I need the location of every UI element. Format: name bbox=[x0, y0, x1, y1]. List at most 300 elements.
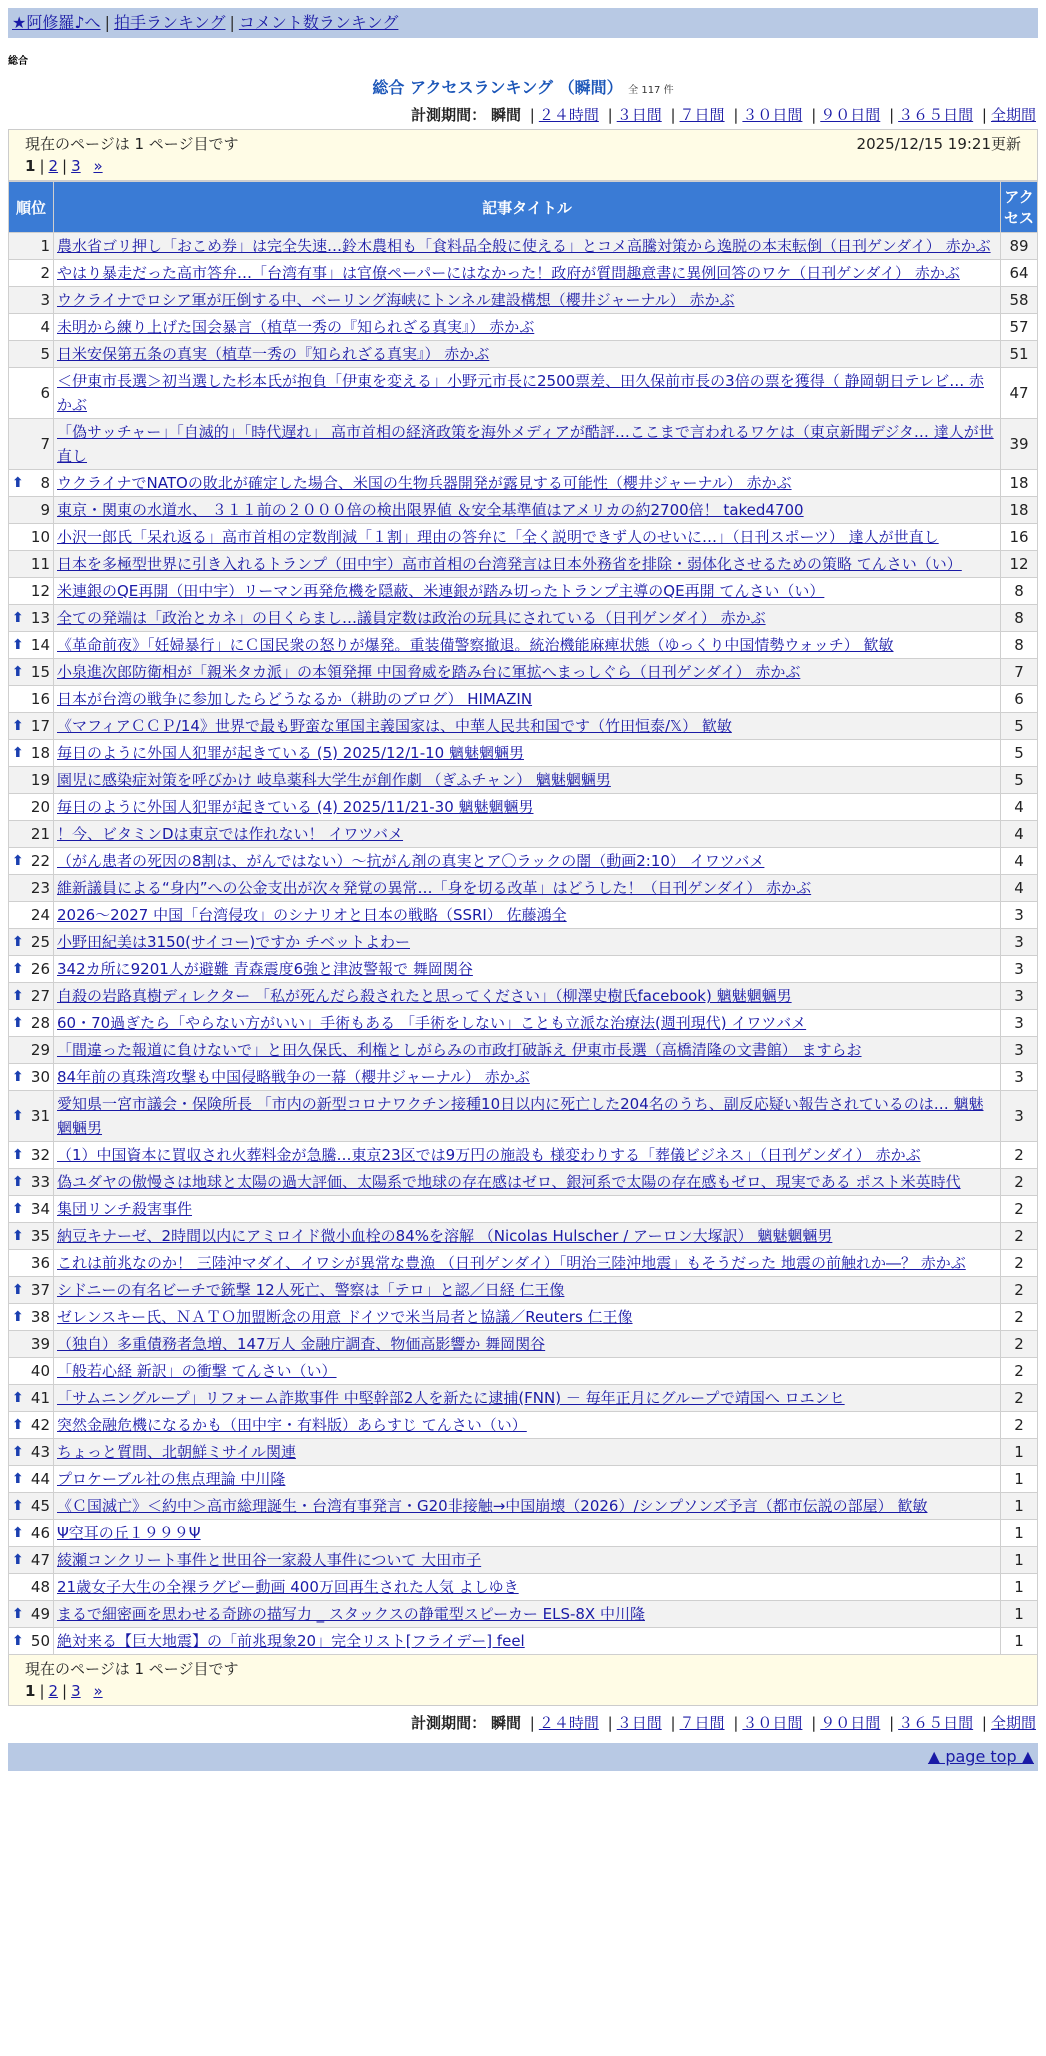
table-row bbox=[9, 1331, 1038, 1358]
title-cell bbox=[54, 1520, 1001, 1547]
rank-cell bbox=[9, 551, 54, 578]
title-cell bbox=[54, 1064, 1001, 1091]
page-title bbox=[8, 75, 1038, 98]
period-option[interactable]: 全期間 bbox=[990, 106, 1036, 124]
rank-cell bbox=[9, 1250, 54, 1277]
rank-up-arrow-icon: ⬆ bbox=[12, 610, 24, 626]
title-cell bbox=[54, 767, 1001, 794]
rank-cell bbox=[9, 1010, 54, 1037]
rank-number: 43 bbox=[30, 1443, 50, 1461]
title-cell bbox=[54, 524, 1001, 551]
title-cell bbox=[54, 1493, 1001, 1520]
access-count: 1 bbox=[1001, 1574, 1038, 1601]
table-row bbox=[9, 929, 1038, 956]
article-link[interactable]: 日本が台湾の戦争に参加したらどうなるか（耕助のブログ） HIMAZIN bbox=[57, 690, 533, 708]
table-row bbox=[9, 1466, 1038, 1493]
access-count: 3 bbox=[1001, 1064, 1038, 1091]
rank-cell bbox=[9, 470, 54, 497]
article-link[interactable]: 園児に感染症対策を呼びかけ 岐阜薬科大学生が創作劇 （ぎふチャン） 魑魅魍魎男 bbox=[57, 771, 611, 789]
table-row bbox=[9, 821, 1038, 848]
article-link[interactable]: やはり暴走だった高市答弁…「台湾有事」は官僚ペーパーにはなかった！政府が質問趣意書に異例回答のワケ（日刊ゲンダイ） 赤かぶ bbox=[57, 264, 960, 282]
table-row bbox=[9, 740, 1038, 767]
rank-up-arrow-icon: ⬆ bbox=[12, 1390, 24, 1406]
rank-cell bbox=[9, 1304, 54, 1331]
table-row bbox=[9, 713, 1038, 740]
title-cell bbox=[54, 1628, 1001, 1655]
article-link[interactable]: 偽ユダヤの傲慢さは地球と太陽の過大評価、太陽系で地球の存在感はゼロ、銀河系で太陽の存在感もゼロ、現実である ポスト米英時代 bbox=[57, 1173, 961, 1191]
rank-number: 42 bbox=[30, 1416, 50, 1434]
clap-ranking-link[interactable]: 拍手ランキング bbox=[113, 13, 226, 32]
table-row bbox=[9, 1574, 1038, 1601]
ranking-body bbox=[9, 233, 1038, 1655]
rank-number: 35 bbox=[30, 1227, 50, 1245]
article-link[interactable]: 《マフィアＣＣＰ/14》世界で最も野蛮な軍国主義国家は、中華人民共和国です（竹田恒泰/𝕏） 歓敏 bbox=[57, 717, 732, 735]
table-row bbox=[9, 578, 1038, 605]
rank-number: 8 bbox=[40, 474, 50, 492]
current-page: 1 bbox=[25, 157, 36, 175]
rank-number: 7 bbox=[40, 435, 50, 453]
rank-up-arrow-icon: ⬆ bbox=[12, 1606, 24, 1622]
article-link[interactable]: 日本を多極型世界に引き入れるトランプ（田中宇）高市首相の台湾発言は日本外務省を排除・弱体化させるための策略 てんさい（い） bbox=[57, 555, 962, 573]
page-link[interactable]: 3 bbox=[71, 157, 81, 175]
period-option[interactable]: ９０日間 bbox=[820, 106, 881, 124]
rank-cell bbox=[9, 659, 54, 686]
table-row bbox=[9, 551, 1038, 578]
period-option[interactable]: ３６５日間 bbox=[898, 106, 974, 124]
article-link[interactable]: 絶対来る【巨大地震】の「前兆現象20」完全リスト[フライデー] feel bbox=[57, 1632, 525, 1650]
rank-cell bbox=[9, 419, 54, 470]
title-cell bbox=[54, 983, 1001, 1010]
rank-cell bbox=[9, 767, 54, 794]
rank-number: 21 bbox=[30, 825, 50, 843]
table-row bbox=[9, 1628, 1038, 1655]
rank-number: 13 bbox=[30, 609, 50, 627]
rank-number: 26 bbox=[30, 960, 50, 978]
title-cell bbox=[54, 1547, 1001, 1574]
rank-cell bbox=[9, 686, 54, 713]
title-cell bbox=[54, 419, 1001, 470]
rank-number: 12 bbox=[30, 582, 50, 600]
table-row bbox=[9, 1439, 1038, 1466]
table-row bbox=[9, 1358, 1038, 1385]
table-row bbox=[9, 632, 1038, 659]
rank-cell bbox=[9, 578, 54, 605]
next-page-link[interactable]: » bbox=[93, 1682, 103, 1700]
article-link[interactable]: 「般若心経 新訳」の衝撃 てんさい（い） bbox=[57, 1362, 337, 1380]
article-link[interactable]: 突然金融危機になるかも（田中宇・有料版）あらすじ てんさい（い） bbox=[57, 1416, 527, 1434]
rank-up-arrow-icon: ⬆ bbox=[12, 1633, 24, 1649]
period-option[interactable]: 全期間 bbox=[990, 1714, 1036, 1732]
table-row bbox=[9, 1412, 1038, 1439]
article-link[interactable]: ウクライナでNATOの敗北が確定した場合、米国の生物兵器開発が露見する可能性（櫻井ジャーナル） 赤かぶ bbox=[57, 474, 792, 492]
title-cell bbox=[54, 578, 1001, 605]
title-cell bbox=[54, 1574, 1001, 1601]
bottom-bar bbox=[8, 1743, 1038, 1771]
rank-number: 40 bbox=[30, 1362, 50, 1380]
article-link[interactable]: 東京・関東の水道水、 ３１１前の２０００倍の検出限界値 ＆安全基準値はアメリカの約2700倍！ taked4700 bbox=[57, 501, 804, 519]
rank-number: 29 bbox=[30, 1041, 50, 1059]
article-link[interactable]: これは前兆なのか！ 三陸沖マダイ、イワシが異常な豊漁 （日刊ゲンダイ）「明治三陸沖地震」もそうだった 地震の前触れか―？ 赤かぶ bbox=[57, 1254, 966, 1272]
access-count: 16 bbox=[1001, 524, 1038, 551]
article-link[interactable]: 小野田紀美は3150(サイコー)ですか チベットよわー bbox=[57, 933, 410, 951]
access-count: 2 bbox=[1001, 1358, 1038, 1385]
rank-cell bbox=[9, 1520, 54, 1547]
period-option[interactable]: ７日間 bbox=[679, 106, 725, 124]
period-option[interactable]: ３０日間 bbox=[742, 1714, 803, 1732]
article-link[interactable]: 維新議員による“身内”への公金支出が次々発覚の異常…「身を切る改革」はどうした！（日刊ゲンダイ） 赤かぶ bbox=[57, 879, 812, 897]
title-cell bbox=[54, 956, 1001, 983]
access-count: 39 bbox=[1001, 419, 1038, 470]
page-link[interactable]: 3 bbox=[71, 1682, 81, 1700]
rank-number: 20 bbox=[30, 798, 50, 816]
article-link[interactable]: ！今、ビタミンDは東京では作れない！ イワツバメ bbox=[57, 825, 404, 843]
title-cell bbox=[54, 848, 1001, 875]
article-link[interactable]: （独自）多重債務者急増、147万人 金融庁調査、物価高影響か 舞岡関谷 bbox=[57, 1335, 546, 1353]
table-row bbox=[9, 419, 1038, 470]
rank-number: 37 bbox=[30, 1281, 50, 1299]
rank-cell bbox=[9, 821, 54, 848]
title-cell bbox=[54, 1412, 1001, 1439]
rank-up-arrow-icon: ⬆ bbox=[12, 988, 24, 1004]
rank-up-arrow-icon: ⬆ bbox=[12, 1108, 24, 1124]
access-count: 12 bbox=[1001, 551, 1038, 578]
title-cell bbox=[54, 740, 1001, 767]
rank-cell bbox=[9, 1277, 54, 1304]
header-title: 記事タイトル bbox=[54, 182, 1001, 233]
article-link[interactable]: （1）中国資本に買収され火葬料金が急騰…東京23区では9万円の施設も 様変わりする「葬儀ビジネス」（日刊ゲンダイ） 赤かぶ bbox=[57, 1146, 921, 1164]
table-row bbox=[9, 659, 1038, 686]
article-link[interactable]: 全ての発端は「政治とカネ」の目くらまし…議員定数は政治の玩具にされている（日刊ゲンダイ） 赤かぶ bbox=[57, 609, 766, 627]
table-row bbox=[9, 1091, 1038, 1142]
period-option[interactable]: ３０日間 bbox=[742, 106, 803, 124]
table-row bbox=[9, 1304, 1038, 1331]
rank-number: 30 bbox=[30, 1068, 50, 1086]
rank-up-arrow-icon: ⬆ bbox=[12, 1417, 24, 1433]
rank-number: 36 bbox=[30, 1254, 50, 1272]
article-link[interactable]: 日米安保第五条の真実（植草一秀の『知られざる真実』） 赤かぶ bbox=[57, 345, 490, 363]
rank-number: 24 bbox=[30, 906, 50, 924]
rank-up-arrow-icon: ⬆ bbox=[12, 1444, 24, 1460]
comment-ranking-link[interactable]: コメント数ランキング bbox=[238, 13, 399, 32]
article-link[interactable]: ゼレンスキー氏、ＮＡＴＯ加盟断念の用意 ドイツで米当局者と協議／Reuters 仁王像 bbox=[57, 1308, 633, 1326]
access-count: 2 bbox=[1001, 1223, 1038, 1250]
table-row bbox=[9, 1223, 1038, 1250]
article-link[interactable]: （がん患者の死因の8割は、がんではない）～抗がん剤の真実とア〇ラックの闇（動画2:10） イワツバメ bbox=[57, 852, 765, 870]
title-cell bbox=[54, 1385, 1001, 1412]
total-count: 全 117 件 bbox=[628, 85, 674, 96]
access-count: 2 bbox=[1001, 1385, 1038, 1412]
header-access: アクセス bbox=[1001, 182, 1038, 233]
rank-up-arrow-icon: ⬆ bbox=[12, 1015, 24, 1031]
access-count: 2 bbox=[1001, 1331, 1038, 1358]
rank-up-arrow-icon: ⬆ bbox=[12, 664, 24, 680]
table-row bbox=[9, 875, 1038, 902]
title-cell bbox=[54, 1466, 1001, 1493]
access-count: 5 bbox=[1001, 713, 1038, 740]
table-row bbox=[9, 1169, 1038, 1196]
rank-number: 50 bbox=[30, 1632, 50, 1650]
rank-number: 44 bbox=[30, 1470, 50, 1488]
access-count: 1 bbox=[1001, 1439, 1038, 1466]
rank-number: 18 bbox=[30, 744, 50, 762]
period-current: 瞬間 bbox=[490, 1714, 521, 1732]
rank-cell bbox=[9, 740, 54, 767]
access-count: 4 bbox=[1001, 821, 1038, 848]
table-row bbox=[9, 1493, 1038, 1520]
title-cell bbox=[54, 713, 1001, 740]
rank-up-arrow-icon: ⬆ bbox=[12, 1201, 24, 1217]
access-count: 2 bbox=[1001, 1196, 1038, 1223]
access-count: 1 bbox=[1001, 1493, 1038, 1520]
rank-cell bbox=[9, 314, 54, 341]
access-count: 3 bbox=[1001, 1037, 1038, 1064]
article-link[interactable]: 米連銀のQE再開（田中宇）リーマン再発危機を隠蔽、米連銀が踏み切ったトランプ主導のQE再開 てんさい（い） bbox=[57, 582, 825, 600]
rank-number: 6 bbox=[40, 384, 50, 402]
rank-cell bbox=[9, 287, 54, 314]
rank-up-arrow-icon: ⬆ bbox=[12, 745, 24, 761]
access-count: 47 bbox=[1001, 368, 1038, 419]
table-row bbox=[9, 341, 1038, 368]
article-link[interactable]: 「間違った報道に負けないで」と田久保氏、利権としがらみの市政打破訴え 伊東市長選（高橋清隆の文書館） ますらお bbox=[57, 1041, 862, 1059]
rank-up-arrow-icon: ⬆ bbox=[12, 1498, 24, 1514]
period-option[interactable]: ９０日間 bbox=[820, 1714, 881, 1732]
title-cell bbox=[54, 659, 1001, 686]
table-row bbox=[9, 605, 1038, 632]
title-cell bbox=[54, 875, 1001, 902]
ranking-table bbox=[8, 181, 1038, 1655]
title-cell bbox=[54, 632, 1001, 659]
page-top-link[interactable]: ▲ page top ▲ bbox=[927, 1747, 1034, 1766]
rank-up-arrow-icon: ⬆ bbox=[12, 637, 24, 653]
table-row bbox=[9, 470, 1038, 497]
title-cell bbox=[54, 1223, 1001, 1250]
access-count: 1 bbox=[1001, 1520, 1038, 1547]
table-row bbox=[9, 767, 1038, 794]
title-cell bbox=[54, 1010, 1001, 1037]
updated-time: 2025/12/15 19:21更新 bbox=[856, 135, 1021, 153]
page-status: 現在のページは 1 ページ目です bbox=[25, 1660, 239, 1678]
article-link[interactable]: 自殺の岩路真樹ディレクター 「私が死んだら殺されたと思ってください」（柳澤史樹氏facebook) 魑魅魍魎男 bbox=[57, 987, 792, 1005]
access-count: 1 bbox=[1001, 1628, 1038, 1655]
title-cell bbox=[54, 929, 1001, 956]
table-row bbox=[9, 1277, 1038, 1304]
table-row bbox=[9, 497, 1038, 524]
period-option[interactable]: ３６５日間 bbox=[898, 1714, 974, 1732]
period-option[interactable]: ２４時間 bbox=[538, 106, 599, 124]
table-row bbox=[9, 1064, 1038, 1091]
rank-cell bbox=[9, 983, 54, 1010]
title-cell bbox=[54, 605, 1001, 632]
access-count: 1 bbox=[1001, 1466, 1038, 1493]
rank-cell bbox=[9, 848, 54, 875]
article-link[interactable]: 342カ所に9201人が避難 青森震度6強と津波警報で 舞岡関谷 bbox=[57, 960, 473, 978]
rank-number: 47 bbox=[30, 1551, 50, 1569]
access-count: 18 bbox=[1001, 470, 1038, 497]
rank-cell bbox=[9, 875, 54, 902]
table-row bbox=[9, 794, 1038, 821]
title-cell bbox=[54, 1250, 1001, 1277]
rank-cell bbox=[9, 1331, 54, 1358]
rank-cell bbox=[9, 902, 54, 929]
table-row bbox=[9, 1037, 1038, 1064]
article-link[interactable]: 小泉進次郎防衛相が「親米タカ派」の本領発揮 中国脅威を踏み台に軍拡へまっしぐら（日刊ゲンダイ） 赤かぶ bbox=[57, 663, 801, 681]
title-cell bbox=[54, 1601, 1001, 1628]
title-cell bbox=[54, 686, 1001, 713]
rank-number: 10 bbox=[30, 528, 50, 546]
table-row bbox=[9, 368, 1038, 419]
rank-number: 31 bbox=[30, 1107, 50, 1125]
table-row bbox=[9, 524, 1038, 551]
article-link[interactable]: 綾瀬コンクリート事件と世田谷一家殺人事件について 大田市子 bbox=[57, 1551, 482, 1569]
period-option[interactable]: ２４時間 bbox=[538, 1714, 599, 1732]
article-link[interactable]: 21歳女子大生の全裸ラグビー動画 400万回再生された人気 よしゆき bbox=[57, 1578, 519, 1596]
pager-bottom: 現在のページは 1 ページ目です 1 | 2 | 3 » bbox=[8, 1655, 1038, 1706]
rank-up-arrow-icon: ⬆ bbox=[12, 1525, 24, 1541]
page-link[interactable]: 2 bbox=[48, 1682, 59, 1700]
article-link[interactable]: 《Ｃ国滅亡》＜約中＞高市総理誕生・台湾有事発言・G20非接触→中国崩壊（2026）/シンプソンズ予言（都市伝説の部屋） 歓敏 bbox=[57, 1497, 928, 1515]
article-link[interactable]: 納豆キナーゼ、2時間以内にアミロイド微小血栓の84%を溶解 （Nicolas Hulscher / アーロン大塚訳） 魑魅魍魎男 bbox=[57, 1227, 833, 1245]
rank-cell bbox=[9, 1466, 54, 1493]
access-count: 64 bbox=[1001, 260, 1038, 287]
access-count: 3 bbox=[1001, 1010, 1038, 1037]
title-cell bbox=[54, 1277, 1001, 1304]
rank-up-arrow-icon: ⬆ bbox=[12, 1174, 24, 1190]
rank-cell bbox=[9, 341, 54, 368]
article-link[interactable]: 84年前の真珠湾攻撃も中国侵略戦争の一幕（櫻井ジャーナル） 赤かぶ bbox=[57, 1068, 530, 1086]
rank-number: 34 bbox=[30, 1200, 50, 1218]
article-link[interactable]: 「偽サッチャー」「自滅的」「時代遅れ」 高市首相の経済政策を海外メディアが酷評…ここまで言われるワケは（東京新聞デジタ… 達人が世直し bbox=[57, 423, 994, 465]
rank-number: 15 bbox=[30, 663, 50, 681]
next-page-link[interactable]: » bbox=[93, 157, 103, 175]
access-count: 2 bbox=[1001, 1250, 1038, 1277]
access-count: 3 bbox=[1001, 983, 1038, 1010]
title-cell bbox=[54, 341, 1001, 368]
article-link[interactable]: プロケーブル社の焦点理論 中川隆 bbox=[57, 1470, 286, 1488]
table-row bbox=[9, 287, 1038, 314]
article-link[interactable]: Ψ空耳の丘１９９９Ψ bbox=[57, 1524, 201, 1542]
rank-number: 39 bbox=[30, 1335, 50, 1353]
access-count: 4 bbox=[1001, 794, 1038, 821]
article-link[interactable]: ウクライナでロシア軍が圧倒する中、ベーリング海峡にトンネル建設構想（櫻井ジャーナル） 赤かぶ bbox=[57, 291, 735, 309]
rank-cell bbox=[9, 497, 54, 524]
rank-up-arrow-icon: ⬆ bbox=[12, 718, 24, 734]
rank-cell bbox=[9, 1385, 54, 1412]
title-cell bbox=[54, 287, 1001, 314]
rank-number: 3 bbox=[40, 291, 50, 309]
access-count: 57 bbox=[1001, 314, 1038, 341]
article-link[interactable]: 2026～2027 中国「台湾侵攻」のシナリオと日本の戦略（SSRI） 佐藤鴻全 bbox=[57, 906, 567, 924]
rank-cell bbox=[9, 956, 54, 983]
article-link[interactable]: ちょっと質問、北朝鮮ミサイル関連 bbox=[57, 1443, 296, 1461]
rank-number: 2 bbox=[40, 264, 50, 282]
access-count: 2 bbox=[1001, 1304, 1038, 1331]
rank-cell bbox=[9, 1064, 54, 1091]
title-cell bbox=[54, 1439, 1001, 1466]
article-link[interactable]: 60・70過ぎたら「やらない方がいい」手術もある 「手術をしない」ことも立派な治療法(週刊現代) イワツバメ bbox=[57, 1014, 807, 1032]
article-link[interactable]: まるで細密画を思わせる奇跡の描写力 _ スタックスの静電型スピーカー ELS-8X 中川隆 bbox=[57, 1605, 645, 1623]
article-link[interactable]: 毎日のように外国人犯罪が起きている (5) 2025/12/1-10 魑魅魍魎男 bbox=[57, 744, 524, 762]
rank-cell bbox=[9, 1358, 54, 1385]
table-row bbox=[9, 686, 1038, 713]
period-option[interactable]: ７日間 bbox=[679, 1714, 725, 1732]
rank-cell bbox=[9, 1223, 54, 1250]
period-selector-bottom: 計測期間： 瞬間 | ２４時間 | ３日間 | ７日間 | ３０日間 | ９０日間 | ３６５日間 | 全期間 bbox=[411, 1714, 1036, 1732]
title-cell bbox=[54, 794, 1001, 821]
table-row bbox=[9, 1250, 1038, 1277]
rank-cell bbox=[9, 713, 54, 740]
access-count: 51 bbox=[1001, 341, 1038, 368]
article-link[interactable]: 農水省ゴリ押し「おこめ券」は完全失速…鈴木農相も「食料品全般に使える」とコメ高騰対策から逸脱の本末転倒（日刊ゲンダイ） 赤かぶ bbox=[57, 237, 991, 255]
article-link[interactable]: 小沢一郎氏「呆れ返る」高市首相の定数削減「１割」理由の答弁に「全く説明できず人のせいに…」（日刊スポーツ） 達人が世直し bbox=[57, 528, 939, 546]
rank-cell bbox=[9, 524, 54, 551]
rank-number: 27 bbox=[30, 987, 50, 1005]
rank-cell bbox=[9, 1439, 54, 1466]
article-link[interactable]: 集団リンチ殺害事件 bbox=[57, 1200, 193, 1218]
table-row bbox=[9, 848, 1038, 875]
rank-up-arrow-icon: ⬆ bbox=[12, 853, 24, 869]
pager-top: 現在のページは 1 ページ目です 2025/12/15 19:21更新 1 | 2 | 3 » bbox=[8, 129, 1038, 181]
title-cell bbox=[54, 551, 1001, 578]
access-count: 2 bbox=[1001, 1169, 1038, 1196]
period-label: 計測期間： bbox=[411, 1714, 487, 1732]
rank-number: 9 bbox=[40, 501, 50, 519]
article-link[interactable]: 未明から練り上げた国会暴言（植草一秀の『知られざる真実』） 赤かぶ bbox=[57, 318, 535, 336]
access-count: 3 bbox=[1001, 956, 1038, 983]
table-row bbox=[9, 314, 1038, 341]
title-cell bbox=[54, 821, 1001, 848]
table-row bbox=[9, 1196, 1038, 1223]
rank-number: 1 bbox=[40, 237, 50, 255]
table-row bbox=[9, 956, 1038, 983]
rank-cell bbox=[9, 1574, 54, 1601]
table-row bbox=[9, 1547, 1038, 1574]
article-link[interactable]: シドニーの有名ビーチで銃撃 12人死亡、警察は「テロ」と認／日経 仁王像 bbox=[57, 1281, 565, 1299]
access-count: 7 bbox=[1001, 659, 1038, 686]
period-option[interactable]: ３日間 bbox=[616, 1714, 662, 1732]
table-header-row bbox=[9, 182, 1038, 233]
page-link[interactable]: 2 bbox=[48, 157, 59, 175]
access-count: 8 bbox=[1001, 578, 1038, 605]
article-link[interactable]: 毎日のように外国人犯罪が起きている (4) 2025/11/21-30 魑魅魍魎男 bbox=[57, 798, 534, 816]
rank-number: 45 bbox=[30, 1497, 50, 1515]
title-cell bbox=[54, 233, 1001, 260]
article-link[interactable]: 《革命前夜》「妊婦暴行」にＣ国民衆の怒りが爆発。重装備警察撤退。統治機能麻痺状態（ゆっくり中国情勢ウォッチ） 歓敏 bbox=[57, 636, 894, 654]
rank-number: 16 bbox=[30, 690, 50, 708]
title-cell bbox=[54, 1169, 1001, 1196]
article-link[interactable]: 愛知県一宮市議会・保険所長 「市内の新型コロナワクチン接種10日以内に死亡した204名のうち、副反応疑い報告されているのは… 魑魅魍魎男 bbox=[57, 1095, 984, 1137]
rank-up-arrow-icon: ⬆ bbox=[12, 1309, 24, 1325]
category-label: 総合 bbox=[8, 56, 28, 67]
rank-cell bbox=[9, 1493, 54, 1520]
access-count: 3 bbox=[1001, 1091, 1038, 1142]
title-cell bbox=[54, 1091, 1001, 1142]
home-link[interactable]: ★阿修羅♪へ bbox=[12, 13, 101, 32]
page-title-text: 総合 アクセスランキング （瞬間） bbox=[372, 78, 623, 97]
period-option[interactable]: ３日間 bbox=[616, 106, 662, 124]
article-link[interactable]: 「サムニングループ」リフォーム詐欺事件 中堅幹部2人を新たに逮捕(FNN) － 毎年正月にグループで靖国へ ロエンヒ bbox=[57, 1389, 845, 1407]
access-count: 58 bbox=[1001, 287, 1038, 314]
rank-cell bbox=[9, 233, 54, 260]
rank-cell bbox=[9, 368, 54, 419]
rank-up-arrow-icon: ⬆ bbox=[12, 934, 24, 950]
rank-number: 23 bbox=[30, 879, 50, 897]
article-link[interactable]: ＜伊東市長選＞初当選した杉本氏が抱負「伊東を変える」小野元市長に2500票差、田久保前市長の3倍の票を獲得（ 静岡朝日テレビ… 赤かぶ bbox=[57, 372, 984, 414]
title-cell bbox=[54, 260, 1001, 287]
top-nav-bar: ★阿修羅♪へ | 拍手ランキング | コメント数ランキング bbox=[8, 8, 1038, 38]
page-status: 現在のページは 1 ページ目です bbox=[25, 135, 239, 153]
table-row bbox=[9, 1385, 1038, 1412]
rank-number: 5 bbox=[40, 345, 50, 363]
